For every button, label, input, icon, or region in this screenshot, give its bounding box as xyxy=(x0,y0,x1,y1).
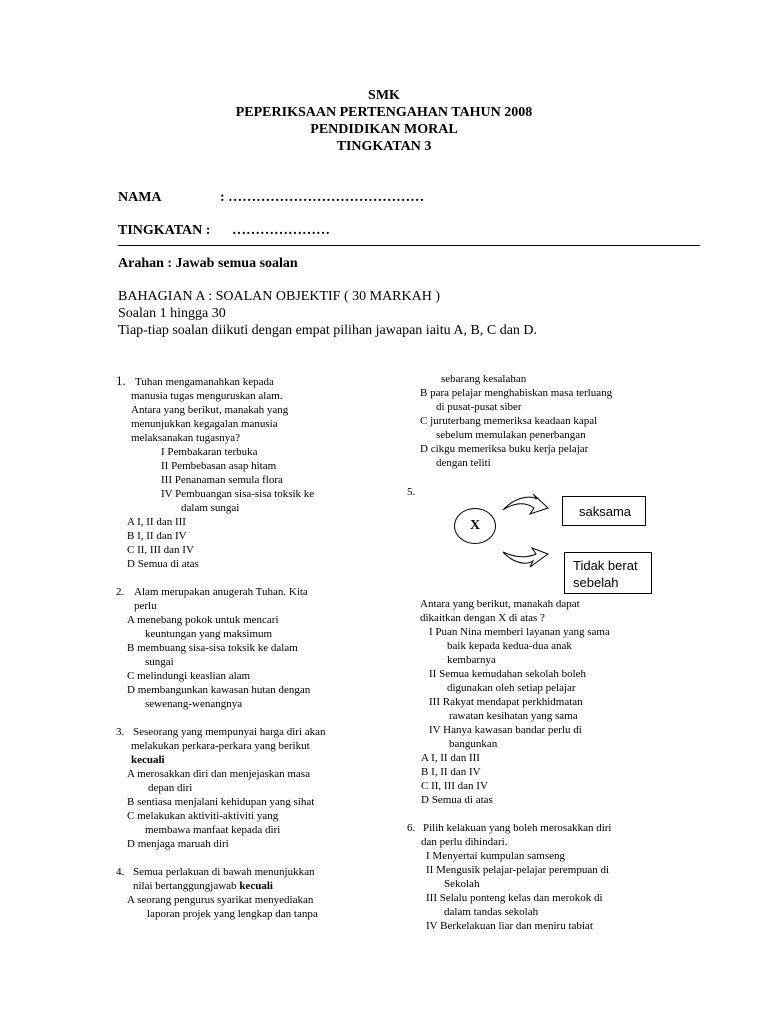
q1-stem-line: Antara yang berikut, manakah yang xyxy=(131,404,289,416)
q5-item-line: kembarnya xyxy=(447,654,496,666)
box-line: Tidak berat xyxy=(573,558,638,573)
q1-stem-line: Tuhan mengamanahkan kepada xyxy=(135,376,274,388)
q5-item: II Semua kemudahan sekolah boleh xyxy=(429,668,587,680)
instruction-note: Tiap-tiap soalan diikuti dengan empat pilihan jawapan iaitu A, B, C dan D. xyxy=(118,323,538,338)
q5-stem-line: Antara yang berikut, manakah dapat xyxy=(420,598,580,610)
q2-option-line: keuntungan yang maksimum xyxy=(145,628,273,640)
tidak-berat-sebelah-box xyxy=(564,552,652,594)
name-label: NAMA xyxy=(118,190,162,205)
q6-item: I Menyertai kumpulan samseng xyxy=(426,850,565,862)
q2-option-b[interactable]: B membuang sisa-sisa toksik ke dalam xyxy=(127,642,298,654)
q3-kecuali: kecuali xyxy=(131,754,165,766)
q3-stem-line: melakukan perkara-perkara yang berikut xyxy=(131,740,310,752)
exam-title: PEPERIKSAAN PERTENGAHAN TAHUN 2008 xyxy=(235,105,533,120)
q4-number: 4. xyxy=(116,866,125,878)
q4-option-a[interactable]: A seorang pengurus syarikat menyediakan xyxy=(127,894,314,906)
subject-title: PENDIDIKAN MORAL xyxy=(310,122,458,137)
q1-option-d[interactable]: D Semua di atas xyxy=(127,558,199,570)
q6-number: 6. xyxy=(407,822,416,834)
q6-stem-line: dan perlu dihindari. xyxy=(421,836,508,848)
q4-option-line: laporan projek yang lengkap dan tanpa xyxy=(147,908,318,920)
q2-option-a[interactable]: A menebang pokok untuk mencari xyxy=(127,614,279,626)
q5-option-b[interactable]: B I, II dan IV xyxy=(421,766,481,778)
q2-stem-line: perlu xyxy=(134,600,157,612)
school-name: SMK xyxy=(368,88,400,103)
q2-option-c[interactable]: C melindungi keaslian alam xyxy=(127,670,251,682)
q2-option-line: sungai xyxy=(145,656,174,668)
q3-option-b[interactable]: B sentiasa menjalani kehidupan yang sihat xyxy=(127,796,315,808)
q6-item: II Mengusik pelajar-pelajar perempuan di xyxy=(426,864,610,876)
box-line: sebelah xyxy=(573,575,619,590)
q3-option-d[interactable]: D menjaga maruah diri xyxy=(127,838,229,850)
q4-cont-line: sebarang kesalahan xyxy=(441,373,527,385)
q1-item: III Penanaman semula flora xyxy=(161,474,283,486)
q4-option-b[interactable]: B para pelajar menghabiskan masa terluang xyxy=(420,387,613,399)
q2-number: 2. xyxy=(116,586,125,598)
q4-stem-text: nilai bertanggungjawab xyxy=(133,880,237,892)
q5-item-line: baik kepada kedua-dua anak xyxy=(447,640,572,652)
q4-kecuali: kecuali xyxy=(239,880,273,892)
q3-stem-line: Seseorang yang mempunyai harga diri akan xyxy=(133,726,326,738)
saksama-box: saksama xyxy=(562,496,646,526)
q5-item: III Rakyat mendapat perkhidmatan xyxy=(429,696,583,708)
q4-stem-line2 xyxy=(133,880,273,892)
q1-option-c[interactable]: C II, III dan IV xyxy=(127,544,194,556)
q5-stem-line: dikaitkan dengan X di atas ? xyxy=(420,612,545,624)
q3-option-line: membawa manfaat kepada diri xyxy=(145,824,281,836)
q4-stem-line: Semua perlakuan di bawah menunjukkan xyxy=(133,866,315,878)
q3-number: 3. xyxy=(116,726,125,738)
q5-option-c[interactable]: C II, III dan IV xyxy=(421,780,488,792)
name-field[interactable]: : …………………………………… xyxy=(220,190,425,205)
q5-number: 5. xyxy=(407,486,416,498)
q6-item-line: dalam tandas sekolah xyxy=(444,906,539,918)
class-label: TINGKATAN : xyxy=(118,223,211,238)
q1-item: II Pembebasan asap hitam xyxy=(161,460,277,472)
q5-item-line: bangunkan xyxy=(449,738,498,750)
section-title: BAHAGIAN A : SOALAN OBJEKTIF ( 30 MARKAH ) xyxy=(118,289,441,304)
center-x-circle: X xyxy=(454,508,496,544)
arrow-up-icon xyxy=(503,494,548,514)
instruction-arahan: Arahan : Jawab semua soalan xyxy=(118,256,298,271)
q3-option-c[interactable]: C melakukan aktiviti-aktiviti yang xyxy=(127,810,279,822)
q2-stem-line: Alam merupakan anugerah Tuhan. Kita xyxy=(134,586,308,598)
q4-option-c[interactable]: C juruterbang memeriksa keadaan kapal xyxy=(420,415,598,427)
q6-item: IV Berkelakuan liar dan meniru tabiat xyxy=(426,920,593,932)
q1-stem-line: manusia tugas menguruskan alam. xyxy=(131,390,283,402)
q5-item-line: digunakan oleh setiap pelajar xyxy=(447,682,576,694)
q4-cont-line: sebelum memulakan penerbangan xyxy=(436,429,586,441)
q4-cont-line: dengan teliti xyxy=(436,457,491,469)
q5-option-d[interactable]: D Semua di atas xyxy=(421,794,493,806)
q2-option-d[interactable]: D membangunkan kawasan hutan dengan xyxy=(127,684,311,696)
arrow-down-icon xyxy=(503,548,548,567)
question-range: Soalan 1 hingga 30 xyxy=(118,306,226,321)
q6-stem-line: Pilih kelakuan yang boleh merosakkan diri xyxy=(423,822,612,834)
q4-cont-line: di pusat-pusat siber xyxy=(436,401,522,413)
q1-option-b[interactable]: B I, II dan IV xyxy=(127,530,187,542)
q4-option-d[interactable]: D cikgu memeriksa buku kerja pelajar xyxy=(420,443,589,455)
grade-title: TINGKATAN 3 xyxy=(336,139,432,154)
q1-item: IV Pembuangan sisa-sisa toksik ke xyxy=(161,488,315,500)
q5-item: IV Hanya kawasan bandar perlu di xyxy=(429,724,582,736)
q3-option-line: depan diri xyxy=(148,782,193,794)
q5-item: I Puan Nina memberi layanan yang sama xyxy=(429,626,610,638)
q1-stem-line: melaksanakan tugasnya? xyxy=(131,432,241,444)
q1-option-a[interactable]: A I, II dan III xyxy=(127,516,186,528)
q2-option-line: sewenang-wenangnya xyxy=(145,698,243,710)
q1-item: dalam sungai xyxy=(181,502,240,514)
q6-item: III Selalu ponteng kelas dan merokok di xyxy=(426,892,603,904)
q5-option-a[interactable]: A I, II dan III xyxy=(421,752,480,764)
q1-stem-line: menunjukkan kegagalan manusia xyxy=(131,418,278,430)
q1-number: 1. xyxy=(116,373,126,388)
class-field[interactable]: ………………… xyxy=(232,223,330,238)
q3-option-a[interactable]: A merosakkan diri dan menjejaskan masa xyxy=(127,768,310,780)
q5-item-line: rawatan kesihatan yang sama xyxy=(449,710,578,722)
q6-item-line: Sekolah xyxy=(444,878,480,890)
divider xyxy=(118,245,700,246)
q1-item: I Pembakaran terbuka xyxy=(161,446,258,458)
